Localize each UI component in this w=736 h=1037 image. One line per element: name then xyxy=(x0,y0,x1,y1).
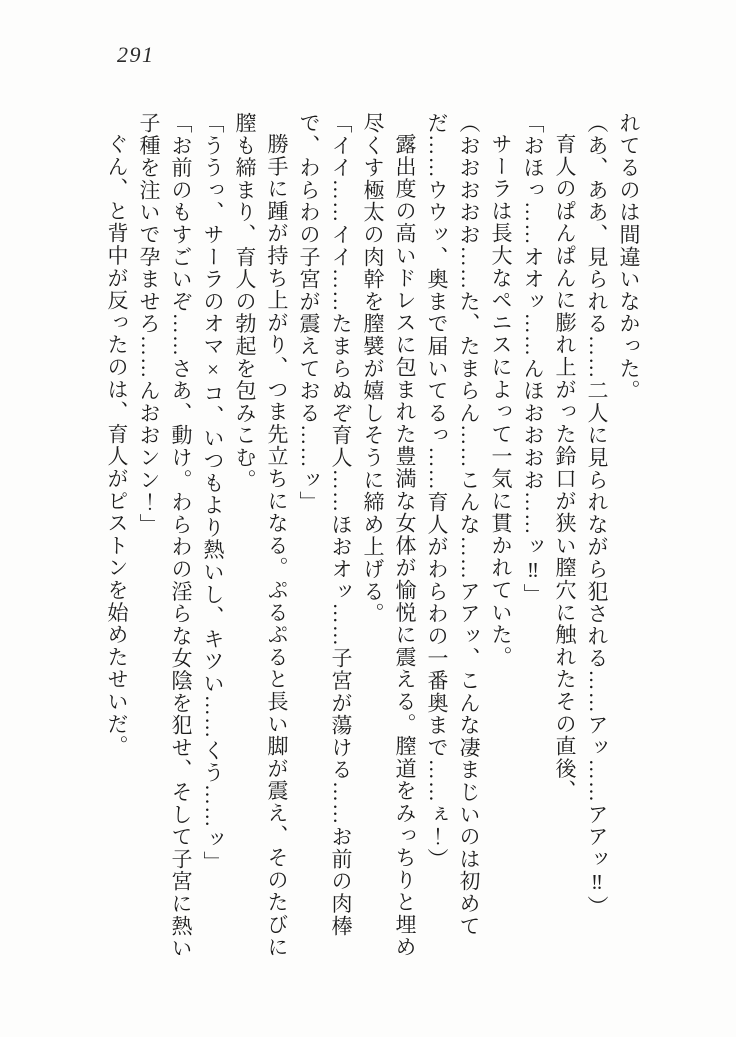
text-paragraph: 「イイ……イイ……たまらぬぞ育人……ほおオッ……子宮が蕩ける……お前の肉棒で、わらわの子宮が震えておる……ッ」 xyxy=(297,112,353,938)
text-paragraph: 「ううっ、サーラのオマ×コ、いつもより熱いし、キツい……くう……ッ」 xyxy=(201,112,225,874)
page-number: 291 xyxy=(117,42,155,67)
text-paragraph: 「おほっ……オオッ……んほおおおお……ッ‼」 xyxy=(521,112,545,606)
text-paragraph: （おおおおお……た、たまらん……こんな……アアッ、こんな凄まじいのは初めてだ……ウウッ、奥まで届いてるっ……育人がわらわの一番奥まで……ぇ！） xyxy=(425,112,481,938)
text-paragraph: 「お前のもすごいぞ……さあ、動け。わらわの淫らな女陰を犯せ、そして子宮に熱い子種を注いで孕ませろ……んおおンン！」 xyxy=(137,112,193,960)
text-paragraph: 露出度の高いドレスに包まれた豊満な女体が愉悦に震える。膣道をみっちりと埋め尽くす極太の肉幹を膣襞が嬉しそうに締め上げる。 xyxy=(361,112,417,959)
text-paragraph: 勝手に踵が持ち上がり、つま先立ちになる。ぷるぷると長い脚が震え、そのたびに膣も締まり、育人の勃起を包みこむ。 xyxy=(233,112,289,959)
text-paragraph: サーラは長大なペニスによって一気に貫かれていた。 xyxy=(489,133,513,669)
text-paragraph: れてるのは間違いなかった。 xyxy=(617,112,641,402)
page-text xyxy=(99,112,645,964)
text-paragraph: （あ、ああ、見られる……二人に見られながら犯される……アッ……アアッ‼） xyxy=(585,112,609,918)
text-paragraph: ぐん、と背中が反ったのは、育人がピストンを始めたせいだ。 xyxy=(105,133,129,758)
text-paragraph: 育人のぱんぱんに膨れ上がった鈴口が狭い膣穴に触れたその直後、 xyxy=(553,133,577,802)
